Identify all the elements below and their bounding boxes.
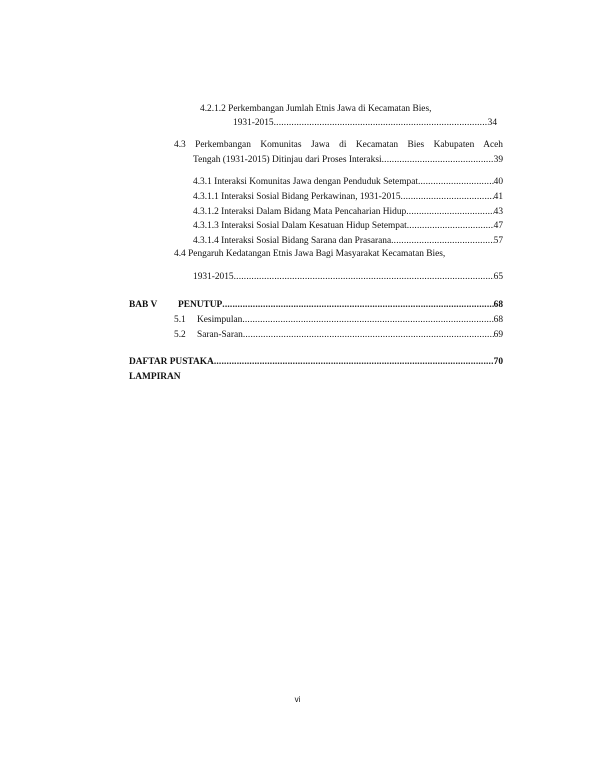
toc-entry-label: Saran-Saran	[197, 330, 243, 340]
toc-page-number: 68	[493, 315, 503, 325]
dot-leader	[407, 220, 494, 232]
toc-entry-lampiran[interactable]: LAMPIRAN	[129, 372, 181, 382]
toc-entry-label: PENUTUP	[178, 300, 223, 310]
toc-entry-4-3-1-2[interactable]	[193, 206, 503, 218]
toc-page-number: 57	[493, 236, 503, 246]
dot-leader	[214, 356, 494, 368]
toc-page-number: 39	[493, 155, 503, 165]
toc-entry-4-3-1-3[interactable]	[193, 220, 503, 232]
dot-leader	[243, 329, 494, 341]
toc-entry-4-3-title: 4.3 Perkembangan Komunitas Jawa di Kecamatan Bies Kabupaten Aceh	[174, 140, 503, 150]
dot-leader	[406, 206, 493, 218]
toc-entry-bab-v[interactable]	[129, 299, 503, 311]
toc-entry-label: 4.3.1 Interaksi Komunitas Jawa dengan Penduduk Setempat	[193, 177, 418, 187]
toc-entry-4-3-1-4[interactable]	[193, 235, 503, 247]
toc-page-number: 47	[493, 221, 503, 231]
toc-entry-label: DAFTAR PUSTAKA	[129, 357, 214, 367]
toc-entry-4-3-1[interactable]	[193, 176, 503, 188]
section-number: 5.2	[174, 330, 186, 340]
toc-entry-label: 1931-2015	[233, 118, 274, 128]
toc-entry-5-2[interactable]	[174, 329, 503, 341]
dot-leader	[242, 314, 493, 326]
toc-entry-5-1[interactable]	[174, 314, 503, 326]
toc-entry-4-4[interactable]	[193, 271, 503, 283]
toc-page-number: 43	[493, 207, 503, 217]
toc-entry-label: 4.3.1.3 Interaksi Sosial Dalam Kesatuan Hidup Setempat	[193, 221, 407, 231]
dot-leader	[382, 154, 494, 166]
dot-leader	[222, 299, 493, 311]
toc-entry-label: 4.3.1.4 Interaksi Sosial Bidang Sarana dan Prasarana	[193, 236, 392, 246]
page-number: vi	[294, 695, 301, 704]
toc-entry-4-2-1-2[interactable]	[233, 117, 497, 129]
toc-entry-4-2-1-2-title: 4.2.1.2 Perkembangan Jumlah Etnis Jawa di Kecamatan Bies,	[200, 104, 432, 114]
toc-entry-4-4-title: 4.4 Pengaruh Kedatangan Etnis Jawa Bagi Masyarakat Kecamatan Bies,	[174, 249, 446, 259]
toc-entry-label: Tengah (1931-2015) Ditinjau dari Proses Interaksi	[193, 155, 382, 165]
toc-page-number: 41	[493, 192, 503, 202]
dot-leader	[418, 176, 494, 188]
toc-page-number: 40	[493, 177, 503, 187]
dot-leader	[391, 235, 494, 247]
toc-page-number: 68	[493, 300, 503, 310]
toc-page-number: 69	[493, 330, 503, 340]
chapter-number: BAB V	[129, 300, 158, 310]
toc-entry-daftar-pustaka[interactable]	[129, 356, 503, 368]
toc-entry-label: Kesimpulan	[197, 315, 243, 325]
section-number: 5.1	[174, 315, 186, 325]
toc-page-number: 65	[493, 272, 503, 282]
toc-entry-label: 1931-2015	[193, 272, 234, 282]
toc-entry-label: 4.3.1.1 Interaksi Sosial Bidang Perkawinan, 1931-2015	[193, 192, 401, 202]
toc-page-number: 34	[487, 118, 497, 128]
toc-entry-label: 4.3.1.2 Interaksi Dalam Bidang Mata Pencaharian Hidup	[193, 207, 407, 217]
dot-leader	[234, 271, 494, 283]
toc-page-number: 70	[493, 357, 503, 367]
dot-leader	[274, 117, 488, 129]
toc-entry-4-3[interactable]	[193, 154, 503, 166]
dot-leader	[401, 191, 494, 203]
toc-entry-4-3-1-1[interactable]	[193, 191, 503, 203]
